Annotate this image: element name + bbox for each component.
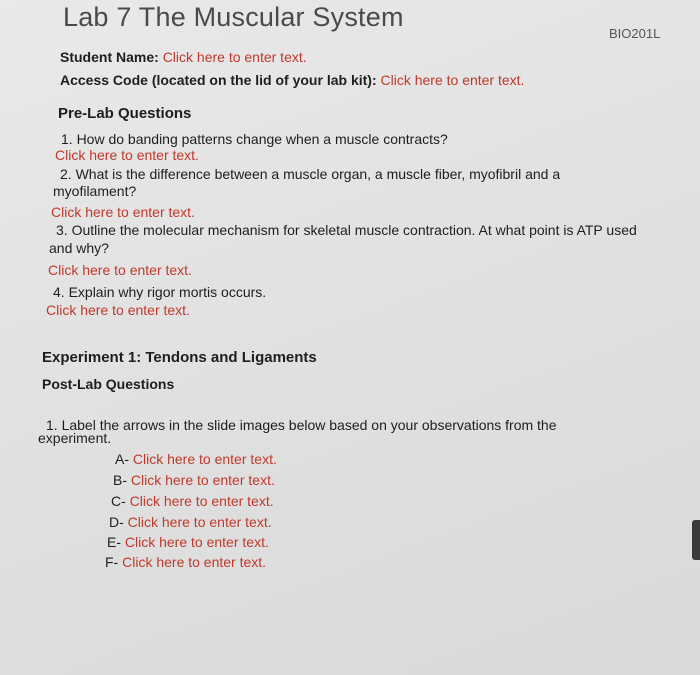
prelab-question-3-line1: 3. Outline the molecular mechanism for skeletal muscle contraction. At what point is ATP used — [56, 222, 637, 238]
label-row-b — [113, 472, 275, 488]
prelab-answer-1[interactable]: Click here to enter text. — [55, 147, 199, 163]
course-code: BIO201L — [609, 26, 661, 41]
label-prefix-d: D- — [109, 514, 124, 530]
label-row-f — [105, 554, 266, 570]
label-prefix-b: B- — [113, 472, 127, 488]
label-prefix-a: A- — [115, 451, 129, 467]
postlab-question-1-line2: experiment. — [38, 430, 112, 446]
prelab-question-3-line2: and why? — [49, 240, 109, 256]
postlab-question-1-line1: 1. Label the arrows in the slide images below based on your observations from the — [46, 417, 557, 433]
label-prefix-c: C- — [111, 493, 126, 509]
prelab-question-2-line1: 2. What is the difference between a muscle organ, a muscle fiber, myofibril and a — [60, 166, 561, 182]
device-edge — [692, 520, 700, 560]
student-name-row — [60, 49, 307, 65]
student-name-field[interactable]: Click here to enter text. — [162, 49, 307, 65]
student-name-label: Student Name: — [60, 49, 159, 65]
label-row-d — [109, 514, 272, 530]
label-row-e — [107, 534, 269, 550]
access-code-label: Access Code (located on the lid of your lab kit): — [60, 72, 377, 88]
access-code-field[interactable]: Click here to enter text. — [380, 72, 525, 88]
prelab-question-2-line2: myofilament? — [53, 183, 137, 199]
access-code-row — [60, 72, 524, 88]
prelab-answer-3[interactable]: Click here to enter text. — [48, 262, 192, 278]
label-prefix-f: F- — [105, 554, 119, 570]
label-field-c[interactable]: Click here to enter text. — [129, 493, 274, 509]
prelab-answer-2[interactable]: Click here to enter text. — [51, 204, 195, 220]
prelab-question-1: 1. How do banding patterns change when a muscle contracts? — [61, 131, 448, 147]
page-title: Lab 7 The Muscular System — [63, 2, 404, 32]
label-row-c — [111, 493, 274, 509]
experiment-heading: Experiment 1: Tendons and Ligaments — [42, 349, 317, 366]
label-row-a — [115, 451, 277, 467]
prelab-heading: Pre-Lab Questions — [58, 105, 192, 122]
label-field-b[interactable]: Click here to enter text. — [130, 472, 275, 488]
label-field-a[interactable]: Click here to enter text. — [132, 451, 277, 467]
postlab-heading: Post-Lab Questions — [42, 376, 175, 392]
label-field-d[interactable]: Click here to enter text. — [127, 514, 272, 530]
label-field-f[interactable]: Click here to enter text. — [122, 554, 267, 570]
label-prefix-e: E- — [107, 534, 121, 550]
prelab-answer-4[interactable]: Click here to enter text. — [46, 302, 190, 318]
prelab-question-4: 4. Explain why rigor mortis occurs. — [53, 284, 267, 300]
label-field-e[interactable]: Click here to enter text. — [124, 534, 269, 550]
